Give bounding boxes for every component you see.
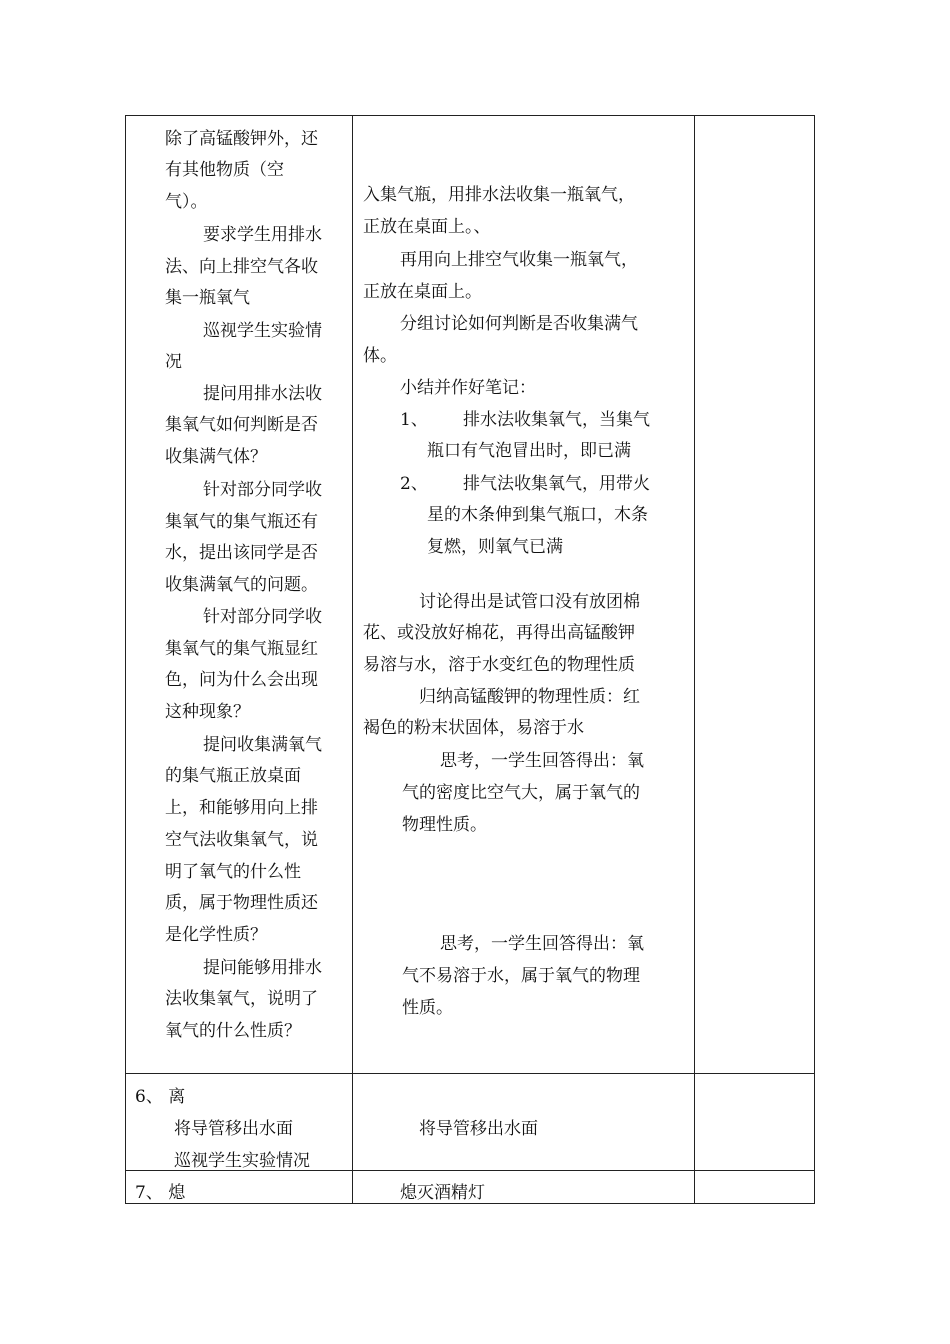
middle-column-line: 气的密度比空气大，属于氧气的 — [402, 783, 640, 803]
left-column-line: 法、向上排空气各收 — [165, 257, 318, 277]
row-7-line: 熄灭酒精灯 — [400, 1183, 485, 1203]
middle-column-line: 花、或没放好棉花，再得出高锰酸钾 — [363, 623, 635, 643]
left-column-line: 收集满氧气的问题。 — [165, 575, 318, 595]
left-column-line: 色，问为什么会出现 — [165, 670, 318, 690]
left-column-line: 质，属于物理性质还 — [165, 893, 318, 913]
middle-column-line: 正放在桌面上。、 — [363, 217, 491, 237]
middle-column-line: 正放在桌面上。 — [363, 282, 482, 302]
left-column-line: 提问用排水法收 — [203, 384, 322, 404]
left-column-line: 的集气瓶正放桌面 — [165, 766, 301, 786]
row-6-line: 将导管移出水面 — [419, 1119, 538, 1139]
column-divider-1 — [352, 115, 353, 1204]
left-column-line: 提问收集满氧气 — [203, 735, 322, 755]
left-column-line: 集一瓶氧气 — [165, 288, 250, 308]
middle-column-line: 排气法收集氧气，用带火 — [463, 474, 650, 494]
left-column-line: 集氧气的集气瓶显红 — [165, 639, 318, 659]
middle-column-line: 气不易溶于水，属于氧气的物理 — [402, 966, 640, 986]
row-6-line: 将导管移出水面 — [174, 1119, 293, 1139]
middle-column-line: 归纳高锰酸钾的物理性质：红 — [419, 687, 640, 707]
left-column-line: 提问能够用排水 — [203, 958, 322, 978]
middle-column-line: 分组讨论如何判断是否收集满气 — [400, 314, 638, 334]
middle-column-line: 入集气瓶，用排水法收集一瓶氧气， — [363, 185, 635, 205]
row-6-line: 巡视学生实验情况 — [174, 1151, 310, 1171]
left-column-line: 明了氧气的什么性 — [165, 862, 301, 882]
middle-column-line: 2、 — [400, 474, 428, 494]
middle-column-line: 性质。 — [402, 998, 453, 1018]
left-column-line: 集氧气如何判断是否 — [165, 415, 318, 435]
middle-column-line: 排水法收集氧气，当集气 — [463, 410, 650, 430]
middle-column-line: 瓶口有气泡冒出时，即已满 — [427, 441, 631, 461]
left-column-line: 针对部分同学收 — [203, 480, 322, 500]
left-column-line: 况 — [165, 352, 182, 372]
middle-column-line: 1、 — [400, 410, 428, 430]
left-column-line: 上，和能够用向上排 — [165, 798, 318, 818]
middle-column-line: 体。 — [363, 346, 397, 366]
table-left-border — [125, 115, 126, 1204]
table-top-border — [125, 115, 815, 116]
left-column-line: 有其他物质（空 — [165, 160, 284, 180]
row-7-line: 7、 熄 — [135, 1183, 186, 1203]
left-column-line: 除了高锰酸钾外，还 — [165, 129, 318, 149]
left-column-line: 是化学性质？ — [165, 925, 267, 945]
left-column-line: 要求学生用排水 — [203, 225, 322, 245]
left-column-line: 收集满气体？ — [165, 447, 267, 467]
left-column-line: 法收集氧气，说明了 — [165, 989, 318, 1009]
middle-column-line: 思考，一学生回答得出：氧 — [440, 751, 644, 771]
row-divider-6 — [125, 1073, 815, 1074]
table-bottom-border — [125, 1203, 815, 1204]
left-column-line: 气）。 — [165, 192, 208, 212]
middle-column-line: 复燃，则氧气已满 — [427, 537, 563, 557]
table-right-border — [814, 115, 815, 1204]
middle-column-line: 小结并作好笔记： — [400, 378, 536, 398]
left-column-line: 针对部分同学收 — [203, 607, 322, 627]
middle-column-line: 易溶与水，溶于水变红色的物理性质 — [363, 655, 635, 675]
middle-column-line: 星的木条伸到集气瓶口，木条 — [427, 505, 648, 525]
row-6-line: 6、 离 — [135, 1087, 186, 1107]
middle-column-line: 物理性质。 — [402, 815, 487, 835]
left-column-line: 水，提出该同学是否 — [165, 543, 318, 563]
left-column-line: 空气法收集氧气，说 — [165, 830, 318, 850]
middle-column-line: 褐色的粉末状固体，易溶于水 — [363, 718, 584, 738]
middle-column-line: 讨论得出是试管口没有放团棉 — [419, 592, 640, 612]
left-column-line: 集氧气的集气瓶还有 — [165, 512, 318, 532]
left-column-line: 巡视学生实验情 — [203, 321, 322, 341]
left-column-line: 这种现象？ — [165, 702, 250, 722]
middle-column-line: 再用向上排空气收集一瓶氧气， — [400, 250, 638, 270]
middle-column-line: 思考，一学生回答得出：氧 — [440, 934, 644, 954]
column-divider-2 — [694, 115, 695, 1204]
left-column-line: 氧气的什么性质？ — [165, 1021, 301, 1041]
